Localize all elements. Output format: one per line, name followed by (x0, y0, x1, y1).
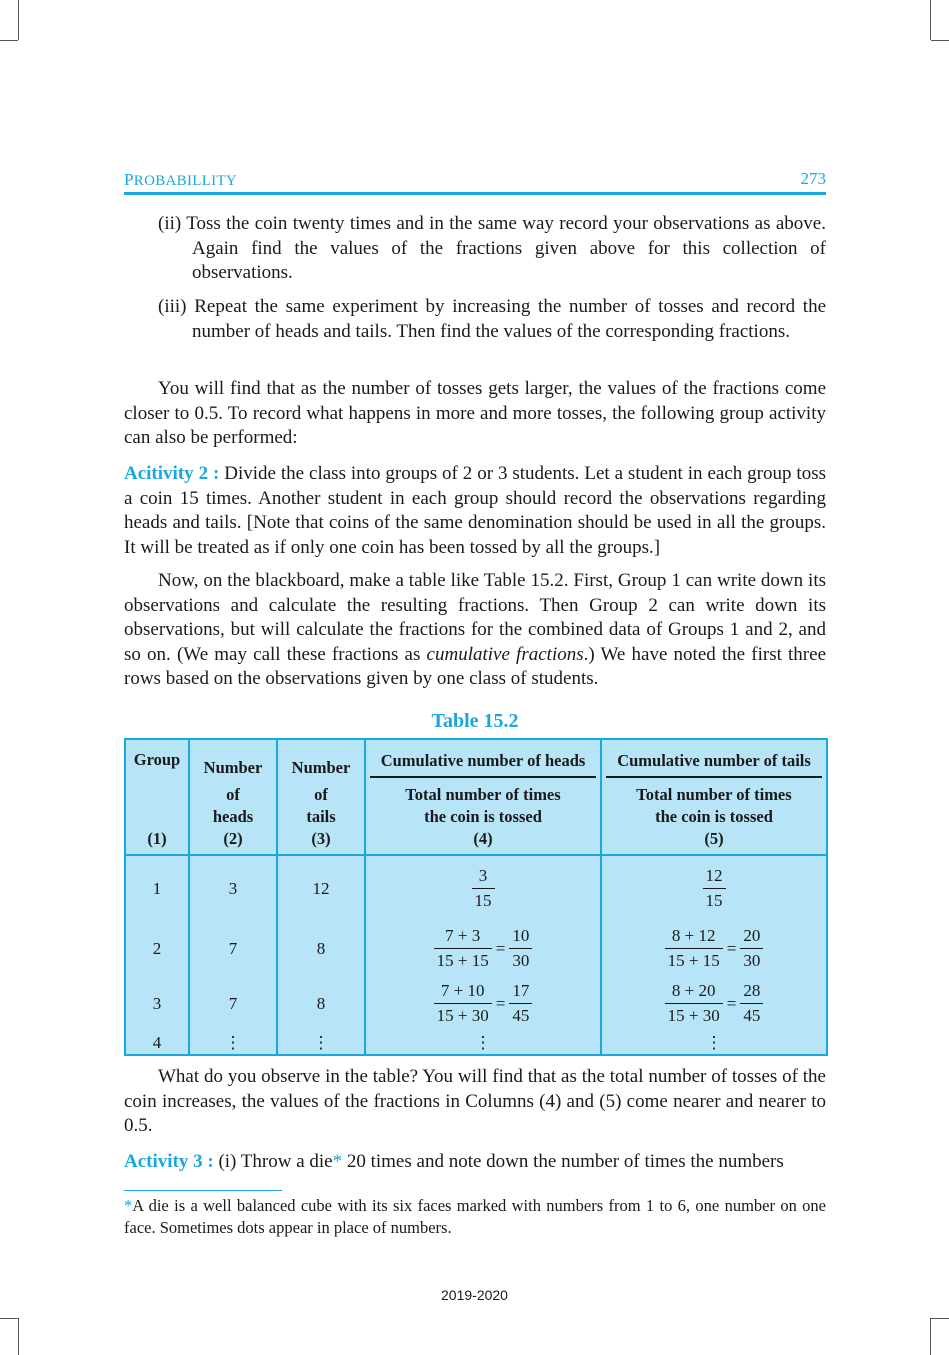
table-row: 3 7 8 $\frac{7 + 10}{15 + 30}$ = $\frac{17}{45}$ $\frac{8 + 20}{15 + 30}$ = $\frac{28}{45}$ (125, 976, 827, 1031)
crop-mark (931, 1318, 949, 1319)
list-item: (iii) Repeat the same experiment by increasing the number of tosses and record the number of heads and tails. Then find the values of the corresponding fractions. (158, 296, 826, 342)
footnote-rule (124, 1190, 282, 1191)
header-tails: Number of tails (3) (277, 739, 365, 855)
activity-label: Acitivity 2 : (124, 463, 220, 484)
running-header (124, 170, 826, 195)
crop-mark (930, 1318, 931, 1355)
year-footer: 2019-2020 (441, 1287, 508, 1303)
paragraph: You will find that as the number of tosses gets larger, the values of the fractions come closer to 0.5. To record what happens in more and more tosses, the following group activity can also be performed: (124, 378, 826, 449)
paragraph: What do you observe in the table? You will find that as the total number of tosses of the coin increases, the values of the fractions in Columns (4) and (5) come nearer and nearer to 0.5. (124, 1066, 826, 1137)
page-number: 273 (800, 169, 826, 188)
crop-mark (930, 0, 931, 40)
header-cum-heads: Cumulative number of heads Total number of times the coin is tossed (4) (365, 739, 601, 855)
header-cum-tails: Cumulative number of tails Total number of times the coin is tossed (5) (601, 739, 827, 855)
activity-label: Activity 3 : (124, 1151, 214, 1172)
table-caption: Table 15.2 (431, 710, 519, 732)
paragraph: Now, on the blackboard, make a table like Table 15.2. First, Group 1 can write down its observations and calculate the resulting fractions. Then Group 2 can write down its observations, but will calculate the fractions for the combined data of Groups 1 and 2, and so on. (We may call these fractions as cumulative fractions.) We have noted the first three rows based on the observations given by one class of students. (124, 570, 827, 690)
crop-mark (18, 1318, 19, 1355)
activity-2: Acitivity 2 : Divide the class into groups of 2 or 3 students. Let a student in each group toss a coin 15 times. Another student in each group should record the observations regarding heads and tails. [Note that coins of the same denomination should be used in all the groups. It will be treated as if only one coin has been tossed by all the groups.] (124, 463, 826, 558)
table-row: 4 ⋮ ⋮ ⋮ ⋮ (125, 1031, 827, 1055)
table-header-row (125, 739, 827, 855)
table-row: 1 3 12 $\frac{3}{15}$ $\frac{12}{15}$ (125, 855, 827, 921)
crop-mark (931, 40, 949, 41)
crop-mark (0, 40, 18, 41)
table-row: 2 7 8 $\frac{7 + 3}{15 + 15}$ = $\frac{10}{30}$ $\frac{8 + 12}{15 + 15}$ = $\frac{20}{30}$ (125, 921, 827, 976)
chapter-title: PROBABILLITY (124, 170, 238, 189)
crop-mark (0, 1318, 18, 1319)
data-table (124, 738, 828, 1056)
header-heads: Number of heads (2) (189, 739, 277, 855)
footnote: *A die is a well balanced cube with its six faces marked with numbers from 1 to 6, one number on one face. Sometimes dots appear in place of numbers. (124, 1196, 826, 1237)
header-group: Group (1) (125, 739, 189, 855)
activity-3: Activity 3 : (i) Throw a die* 20 times and note down the number of times the numbers (124, 1151, 784, 1172)
crop-mark (18, 0, 19, 40)
list-item: (ii) Toss the coin twenty times and in the same way record your observations as above. Again find the values of the fractions given above for this collection of observations. (158, 213, 826, 284)
